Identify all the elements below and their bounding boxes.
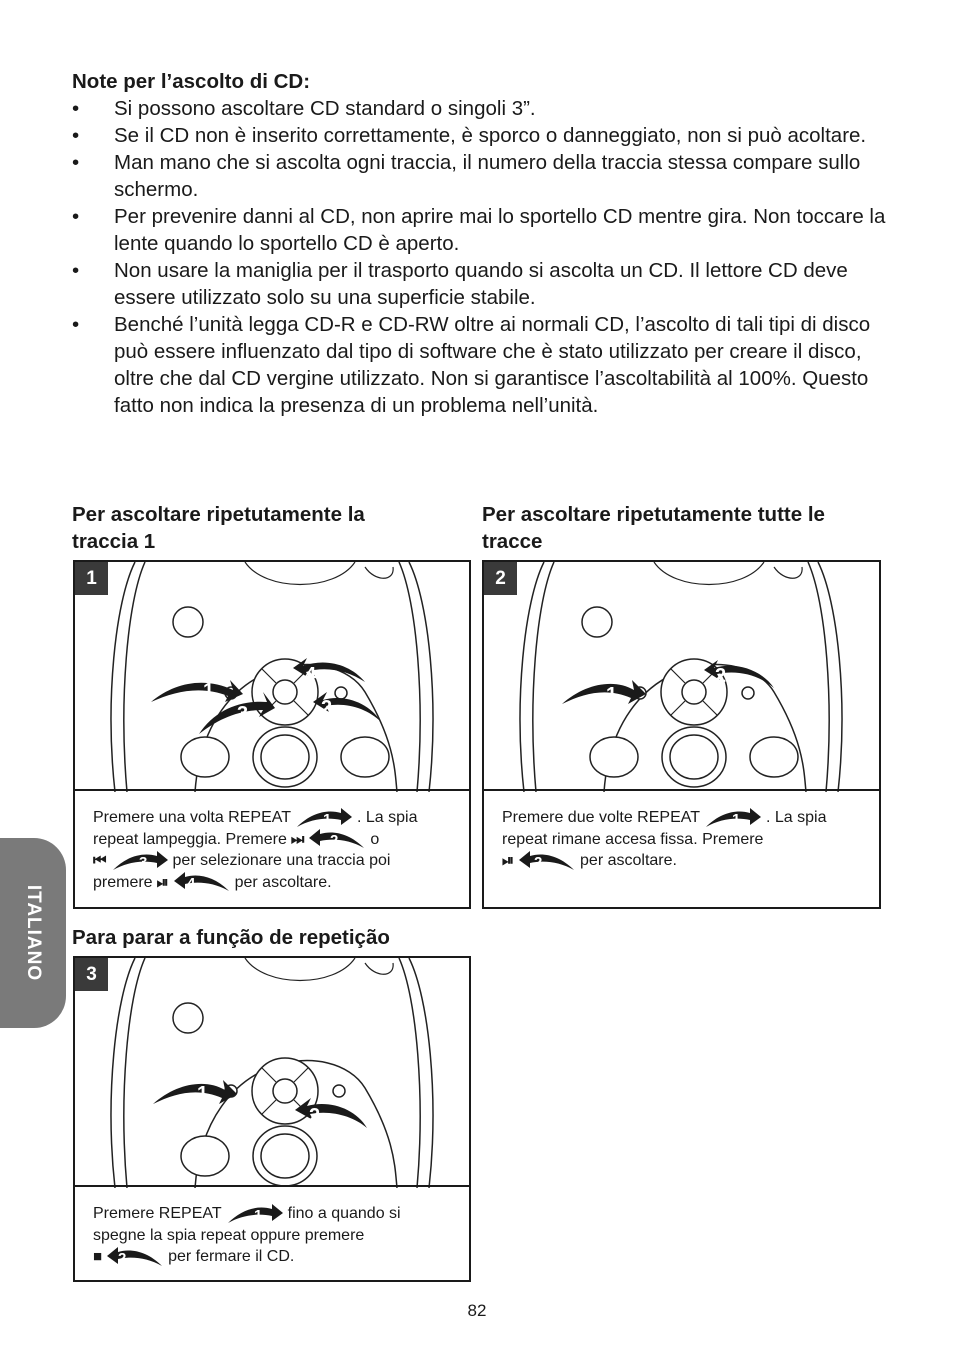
bullet: • <box>72 259 80 282</box>
list-item <box>72 122 892 149</box>
caption-text: premere <box>93 873 153 891</box>
language-label: ITALIANO <box>23 884 44 982</box>
panel-step-1 <box>73 560 471 909</box>
arrow-label-1: 1 <box>253 1206 262 1224</box>
caption-text: Premere REPEAT <box>93 1205 222 1222</box>
list-item <box>72 203 892 257</box>
note-text: Benché l’unità legga CD-R e CD-RW oltre ai normali CD, l’ascolto di tali tipi di disco può essere influenzato dal tipo di software che è stato utilizzato per creare il disco, oltre che dal CD vergine utilizzato. Non si garantisce l’ascoltabilità al 100%. Questo fatto non indica la presenza di un problema nell’unità. <box>114 313 871 417</box>
page-number: 82 <box>467 1301 487 1320</box>
arrow-label-3: 3 <box>138 853 147 871</box>
arrow-2-icon <box>518 850 576 872</box>
caption-line <box>93 829 451 851</box>
caption-text: Premere due volte REPEAT <box>502 809 701 826</box>
list-item <box>72 311 892 419</box>
arrow-3-icon <box>111 850 169 872</box>
section-title-stop-repeat: Para parar a função de repetição <box>72 926 390 949</box>
note-text: Per prevenire danni al CD, non aprire mai lo sportello CD mentre gira. Non toccare la lente quando lo sportello CD è aperto. <box>114 205 886 255</box>
caption-text: Premere una volta REPEAT <box>93 809 292 826</box>
arrow-label-2: 2 <box>534 853 543 871</box>
arrow-label-2: 2 <box>321 697 333 719</box>
bullet: • <box>72 205 80 228</box>
step-badge: 1 <box>75 562 108 595</box>
caption-line <box>502 807 861 829</box>
caption-line <box>93 1203 451 1225</box>
device-drawing <box>75 562 469 792</box>
arrow-label-1: 1 <box>732 810 741 828</box>
title-line: Per ascoltare ripetutamente la <box>72 503 365 526</box>
device-illustration <box>75 958 469 1188</box>
caption-text: . La spia <box>766 809 827 826</box>
section-title-repeat-all <box>482 501 902 555</box>
caption-line <box>93 1225 451 1247</box>
device-drawing <box>484 562 879 792</box>
caption-line <box>93 1246 451 1268</box>
panel-step-2 <box>482 560 881 909</box>
title-line: traccia 1 <box>72 530 156 553</box>
notes-list <box>72 95 892 419</box>
caption-text: per ascoltare. <box>234 873 332 891</box>
note-text: Man mano che si ascolta ogni traccia, il numero della traccia stessa compare sullo schermo. <box>114 151 861 201</box>
caption-text: fino a quando si <box>287 1205 401 1222</box>
list-item <box>72 95 892 122</box>
title-line: tracce <box>482 530 543 553</box>
list-item <box>72 149 892 203</box>
arrow-1-icon <box>704 807 762 829</box>
arrow-shape-1 <box>153 1080 237 1104</box>
caption-line <box>93 807 451 829</box>
language-side-tab <box>0 838 66 1028</box>
arrow-label-1: 1 <box>606 684 618 706</box>
prev-track-icon: ⏮ <box>93 852 105 869</box>
arrow-label-1: 1 <box>197 1083 209 1105</box>
play-pause-icon: ⏯ <box>156 873 167 891</box>
caption-line <box>502 850 861 872</box>
caption-line <box>93 850 451 872</box>
play-pause-icon: ⏯ <box>502 852 513 869</box>
note-text: Se il CD non è inserito correttamente, è sporco o danneggiato, non si può acoltare. <box>114 124 867 147</box>
arrow-shape-1 <box>151 680 243 702</box>
bullet: • <box>72 124 80 147</box>
arrow-2-icon <box>106 1246 164 1268</box>
step-badge: 3 <box>75 958 108 991</box>
arrow-label-3: 3 <box>237 703 249 725</box>
arrow-1-icon <box>295 807 353 829</box>
notes-title: Note per l’ascolto di CD: <box>72 70 311 93</box>
device-illustration <box>75 562 469 792</box>
arrow-1-icon <box>226 1203 284 1225</box>
caption <box>484 789 879 907</box>
note-text: Non usare la maniglia per il trasporto quando si ascolta un CD. Il lettore CD deve essere utilizzato solo su una superficie stabile. <box>114 259 848 309</box>
notes-section <box>72 68 892 419</box>
arrow-4-icon <box>173 871 231 893</box>
arrow-2-icon <box>308 828 366 850</box>
arrow-label-2: 2 <box>309 1105 321 1127</box>
arrow-label-2: 2 <box>715 665 727 687</box>
caption-text: o <box>370 830 380 848</box>
caption-text: per ascoltare. <box>580 852 677 869</box>
caption <box>75 789 469 907</box>
arrow-shape-2 <box>295 1098 367 1128</box>
bullet: • <box>72 313 80 336</box>
caption-text: per selezionare una traccia poi <box>172 852 391 869</box>
caption <box>75 1185 469 1280</box>
note-text: Si possono ascoltare CD standard o singoli 3”. <box>114 97 536 120</box>
step-badge: 2 <box>484 562 517 595</box>
caption-text: . La spia <box>357 809 418 826</box>
device-drawing <box>75 958 469 1188</box>
caption-text: repeat rimane accesa fissa. Premere <box>502 830 764 848</box>
arrow-shape-1 <box>562 680 646 704</box>
arrow-label-1: 1 <box>323 810 332 828</box>
caption-line <box>93 872 451 894</box>
next-track-icon: ⏭ <box>290 830 303 848</box>
panel-step-3 <box>73 956 471 1282</box>
section-title-repeat-one <box>72 501 472 555</box>
title-line: Per ascoltare ripetutamente tutte le <box>482 503 825 526</box>
arrow-label-2: 2 <box>330 832 339 850</box>
caption-text: per fermare il CD. <box>168 1248 295 1265</box>
bullet: • <box>72 151 80 174</box>
arrow-label-4: 4 <box>186 875 195 893</box>
caption-text: spegne la spia repeat oppure premere <box>93 1226 365 1244</box>
caption-line <box>502 829 861 851</box>
device-illustration <box>484 562 879 792</box>
bullet: • <box>72 97 80 120</box>
caption-text: repeat lampeggia. Premere <box>93 830 287 848</box>
arrow-label-4: 4 <box>305 664 317 686</box>
arrow-label-1: 1 <box>203 680 215 702</box>
list-item <box>72 257 892 311</box>
arrow-label-2: 2 <box>118 1249 127 1267</box>
stop-icon: ■ <box>93 1248 101 1265</box>
